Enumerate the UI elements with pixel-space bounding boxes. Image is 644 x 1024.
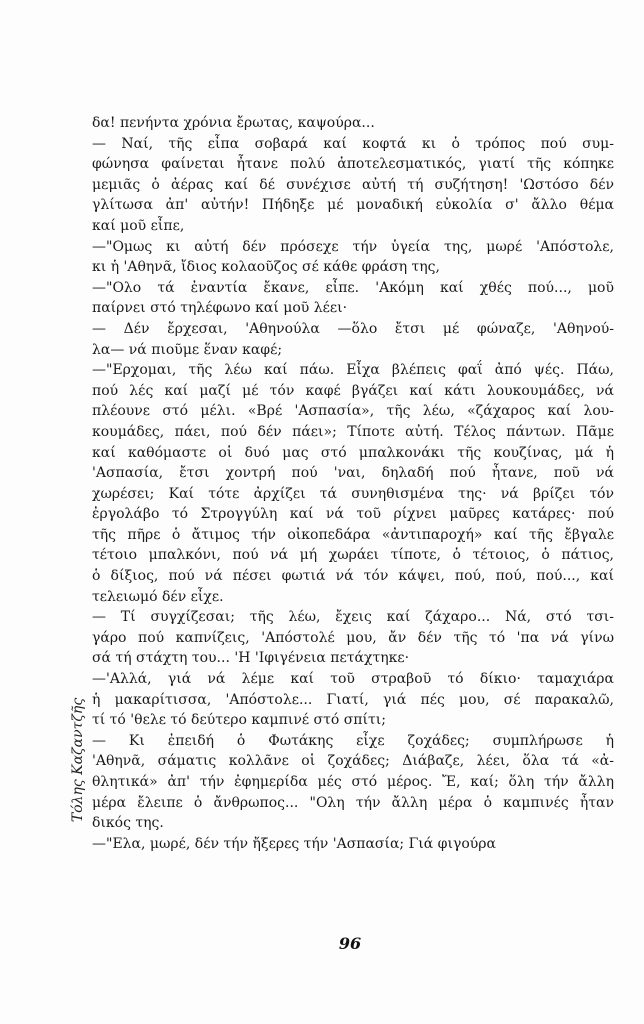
text-line: τῆς πῆρε ὁ ἄτιμος τήν οἰκοπεδάρα «ἀντιπαροχή» καί τῆς ἔβγαλε [92, 526, 614, 543]
text-line: 'Αθηνᾶ, σάματις κολλᾶνε οἱ ζοχάδες; Διάβαζε, λέει, ὅλα τά «ἀ- [92, 753, 614, 770]
text-line: πλέουνε στό μέλι. «Βρέ 'Ασπασία», τῆς λέω, «ζάχαρος καί λου- [92, 403, 614, 420]
text-line: καί μοῦ εἶπε, [92, 217, 185, 234]
text-line: παίρνει στό τηλέφωνο καί μοῦ λέει· [92, 300, 348, 317]
running-head [66, 640, 90, 880]
text-line: — Τί συγχίζεσαι; τῆς λέω, ἔχεις καί ζάχαρο... Νά, στό τσι- [92, 609, 614, 626]
text-line: ὁ δίξιος, πού νά πέσει φωτιά νά τόν κάψει, πού, πού, πού..., καί [92, 568, 614, 585]
author-name: Τόλης Καζαντζῆς [70, 697, 87, 823]
text-line: μέρα ἔλειπε ὁ ἄνθρωπος... "Ολη τήν ἄλλη μέρα ὁ καμπινές ἦταν [92, 794, 614, 811]
text-line: λα— νά πιοῦμε ἕναν καφέ; [92, 341, 283, 358]
text-line: τέτοιο μπαλκόνι, πού νά μή χωράει τίποτε, ὁ τέτοιος, ὁ πάτιος, [92, 547, 614, 564]
text-line: τελειωμό δέν εἶχε. [92, 588, 224, 605]
text-line: γλίτωσα ἀπ' αὐτήν! Πήδηξε μέ μοναδική εὐκολία σ' ἄλλο θέμα [92, 197, 614, 214]
text-line: μεμιᾶς ὁ ἀέρας καί δέ συνέχισε αὐτή τή συζήτηση! 'Ωστόσο δέν [92, 176, 614, 193]
text-line: δα! πενήντα χρόνια ἔρωτας, καψούρα... [92, 115, 375, 131]
text-line: τί τό 'θελε τό δεύτερο καμπινέ στό σπίτι; [92, 712, 386, 729]
text-line: — Δέν ἔρχεσαι, 'Αθηνούλα —ὅλο ἔτσι μέ φώναζε, 'Αθηνού- [92, 320, 614, 337]
text-line: —"Ερχομαι, τῆς λέω καί πάω. Εἶχα βλέπεις φαΐ ἀπό ψές. Πάω, [92, 362, 614, 379]
text-line: σά τή στάχτη του... 'Η 'Ιφιγένεια πετάχτηκε· [92, 650, 410, 667]
text-line: ἡ μακαρίτισσα, 'Απόστολε... Γιατί, γιά πές μου, σέ παρακαλῶ, [92, 691, 614, 708]
text-line: δικός της. [92, 815, 164, 832]
text-line: — Κι ἐπειδή ὁ Φωτάκης εἶχε ζοχάδες; συμπλήρωσε ἡ [92, 732, 614, 749]
text-line: καί καθόμαστε οἱ δυό μας στό μπαλκονάκι τῆς κουζίνας, μά ἡ [92, 444, 614, 461]
text-line: —'Αλλά, γιά νά λέμε καί τοῦ στραβοῦ τό δίκιο· ταμαχιάρα [92, 671, 614, 688]
text-line: 'Ασπασία, ἔτσι χοντρή πού 'ναι, δηλαδή πού ἦτανε, ποῦ νά [92, 465, 614, 482]
text-line: χωρέσει; Καί τότε ἀρχίζει τά συνηθισμένα της· νά βρίζει τόν [92, 485, 614, 502]
text-line: φώνησα φαίνεται ἦτανε πολύ ἀποτελεσματικός, γιατί τῆς κόπηκε [92, 156, 614, 173]
text-line: —"Ολο τά ἐναντία ἔκανε, εἶπε. 'Ακόμη καί χθές πού..., μοῦ [92, 279, 614, 296]
text-line: θλητικά» ἀπ' τήν ἐφημερίδα μές στό μέρος. Ἔ, καί; ὅλη τήν ἄλλη [92, 774, 614, 790]
text-line: —"Ελα, μωρέ, δέν τήν ἤξερες τήν 'Ασπασία; Γιά φιγούρα [92, 835, 496, 852]
text-line: — Ναί, τῆς εἶπα σοβαρά καί κοφτά κι ὁ τρόπος πού συμ- [92, 135, 614, 152]
text-line: γάρο πού καπνίζεις, 'Απόστολέ μου, ἄν δέν τῆς τό 'πα νά γίνω [92, 629, 614, 646]
text-line: κουμάδες, πάει, πού δέν πάει»; Τίποτε αὐτή. Τέλος πάντων. Πᾶμε [92, 423, 614, 440]
body-text [92, 113, 614, 854]
page-number: 96 [338, 934, 362, 953]
text-line: πού λές καί μαζί μέ τόν καφέ βγάζει καί κάτι λουκουμάδες, νά [92, 382, 614, 399]
text-line: ἐργολάβο τό Στρογγύλη καί νά τοῦ ρίχνει μαῦρες κατάρες· πού [92, 506, 614, 523]
text-line: —"Ομως κι αὐτή δέν πρόσεχε τήν ὑγεία της, μωρέ 'Απόστολε, [92, 238, 614, 255]
text-line: κι ἡ 'Αθηνᾶ, ἴδιος κολαοῦζος σέ κάθε φράση της, [92, 259, 440, 276]
